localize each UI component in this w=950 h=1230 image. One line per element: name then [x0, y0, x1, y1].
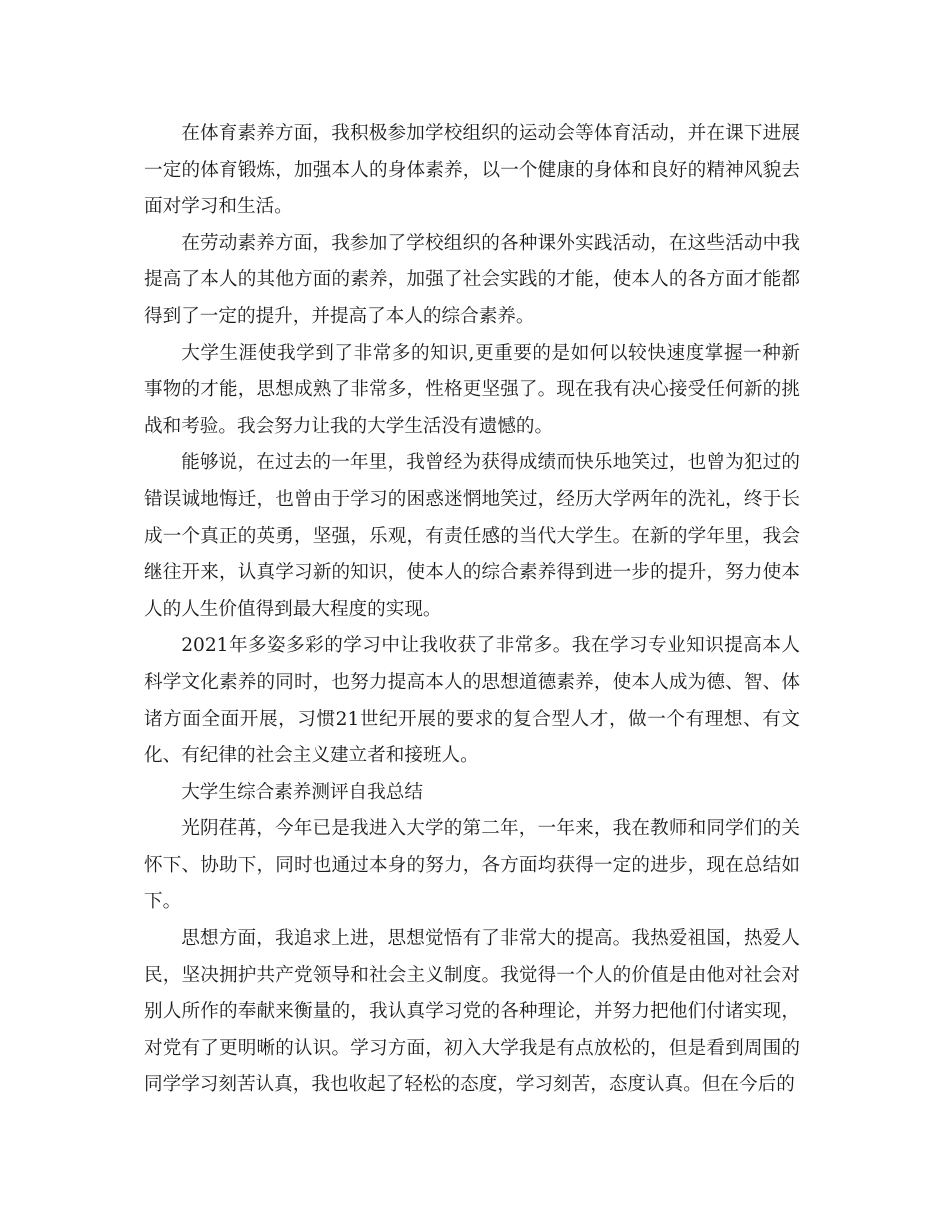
paragraph-sports-literacy: 在体育素养方面，我积极参加学校组织的运动会等体育活动，并在课下进展一定的体育锻炼，加强本人的身体素养，以一个健康的身体和良好的精神风貌去面对学习和生活。 [144, 123, 800, 218]
paragraph-2021-study: 2021年多姿多彩的学习中让我收获了非常多。我在学习专业知识提高本人科学文化素养的同时，也努力提高本人的思想道德素养，使本人成为德、智、体诸方面全面开展，习惯21世纪开展的要求的复合型人才，做一个有理想、有文化、有纪律的社会主义建立者和接班人。 [144, 635, 800, 767]
paragraph-university-life: 大学生涯使我学到了非常多的知识,更重要的是如何以较快速度掌握一种新事物的才能，思想成熟了非常多，性格更坚强了。现在我有决心接受任何新的挑战和考验。我会努力让我的大学生活没有遗憾的。 [144, 342, 800, 437]
paragraph-ideology-study: 思想方面，我追求上进，思想觉悟有了非常大的提高。我热爱祖国，热爱人民，坚决拥护共产党领导和社会主义制度。我觉得一个人的价值是由他对社会对别人所作的奉献来衡量的，我认真学习党的各种理论，并努力把他们付诸实现，对党有了更明晰的认识。学习方面，初入大学我是有点放松的，但是看到周围的同学学习刻苦认真，我也收起了轻松的态度，学习刻苦，态度认真。但在今后的 [144, 928, 800, 1096]
section-heading: 大学生综合素养测评自我总结 [181, 781, 423, 803]
document-body [144, 116, 800, 1104]
paragraph-past-year: 能够说，在过去的一年里，我曾经为获得成绩而快乐地笑过，也曾为犯过的错误诚地悔迁，也曾由于学习的困惑迷惘地笑过，经历大学两年的洗礼，终于长成一个真正的英勇，坚强，乐观，有责任感的当代大学生。在新的学年里，我会继往开来，认真学习新的知识，使本人的综合素养得到进一步的提升，努力使本人的人生价值得到最大程度的实现。 [144, 452, 800, 620]
paragraph-labor-literacy: 在劳动素养方面，我参加了学校组织的各种课外实践活动，在这些活动中我提高了本人的其他方面的素养，加强了社会实践的才能，使本人的各方面才能都得到了一定的提升，并提高了本人的综合素养。 [144, 232, 800, 327]
paragraph-introduction: 光阴荏苒，今年已是我进入大学的第二年，一年来，我在教师和同学们的关怀下、协助下，同时也通过本身的努力，各方面均获得一定的进步，现在总结如下。 [144, 818, 800, 913]
